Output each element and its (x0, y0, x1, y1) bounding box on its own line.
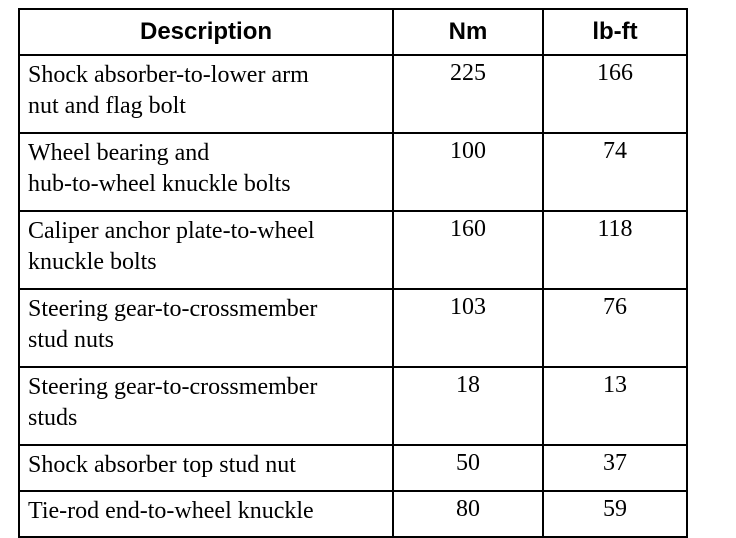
column-header-lbft: lb-ft (543, 9, 687, 55)
lbft-cell: 74 (543, 133, 687, 211)
torque-spec-table (18, 8, 688, 538)
description-cell: Tie-rod end-to-wheel knuckle (19, 491, 393, 537)
nm-cell: 160 (393, 211, 543, 289)
column-header-nm: Nm (393, 9, 543, 55)
nm-cell: 50 (393, 445, 543, 491)
table-row (19, 133, 687, 211)
nm-cell: 225 (393, 55, 543, 133)
table-row (19, 491, 687, 537)
lbft-cell: 37 (543, 445, 687, 491)
description-cell: Steering gear-to-crossmember studs (19, 367, 393, 445)
table-row (19, 55, 687, 133)
nm-cell: 100 (393, 133, 543, 211)
nm-cell: 103 (393, 289, 543, 367)
lbft-cell: 76 (543, 289, 687, 367)
nm-cell: 18 (393, 367, 543, 445)
table-row (19, 211, 687, 289)
column-header-description: Description (19, 9, 393, 55)
lbft-cell: 59 (543, 491, 687, 537)
description-cell: Caliper anchor plate-to-wheel knuckle bolts (19, 211, 393, 289)
description-cell: Wheel bearing and hub-to-wheel knuckle bolts (19, 133, 393, 211)
lbft-cell: 118 (543, 211, 687, 289)
lbft-cell: 13 (543, 367, 687, 445)
description-cell: Shock absorber top stud nut (19, 445, 393, 491)
description-cell: Shock absorber-to-lower arm nut and flag bolt (19, 55, 393, 133)
header-row (19, 9, 687, 55)
description-cell: Steering gear-to-crossmember stud nuts (19, 289, 393, 367)
table-row (19, 367, 687, 445)
lbft-cell: 166 (543, 55, 687, 133)
table-row (19, 289, 687, 367)
table-row (19, 445, 687, 491)
nm-cell: 80 (393, 491, 543, 537)
